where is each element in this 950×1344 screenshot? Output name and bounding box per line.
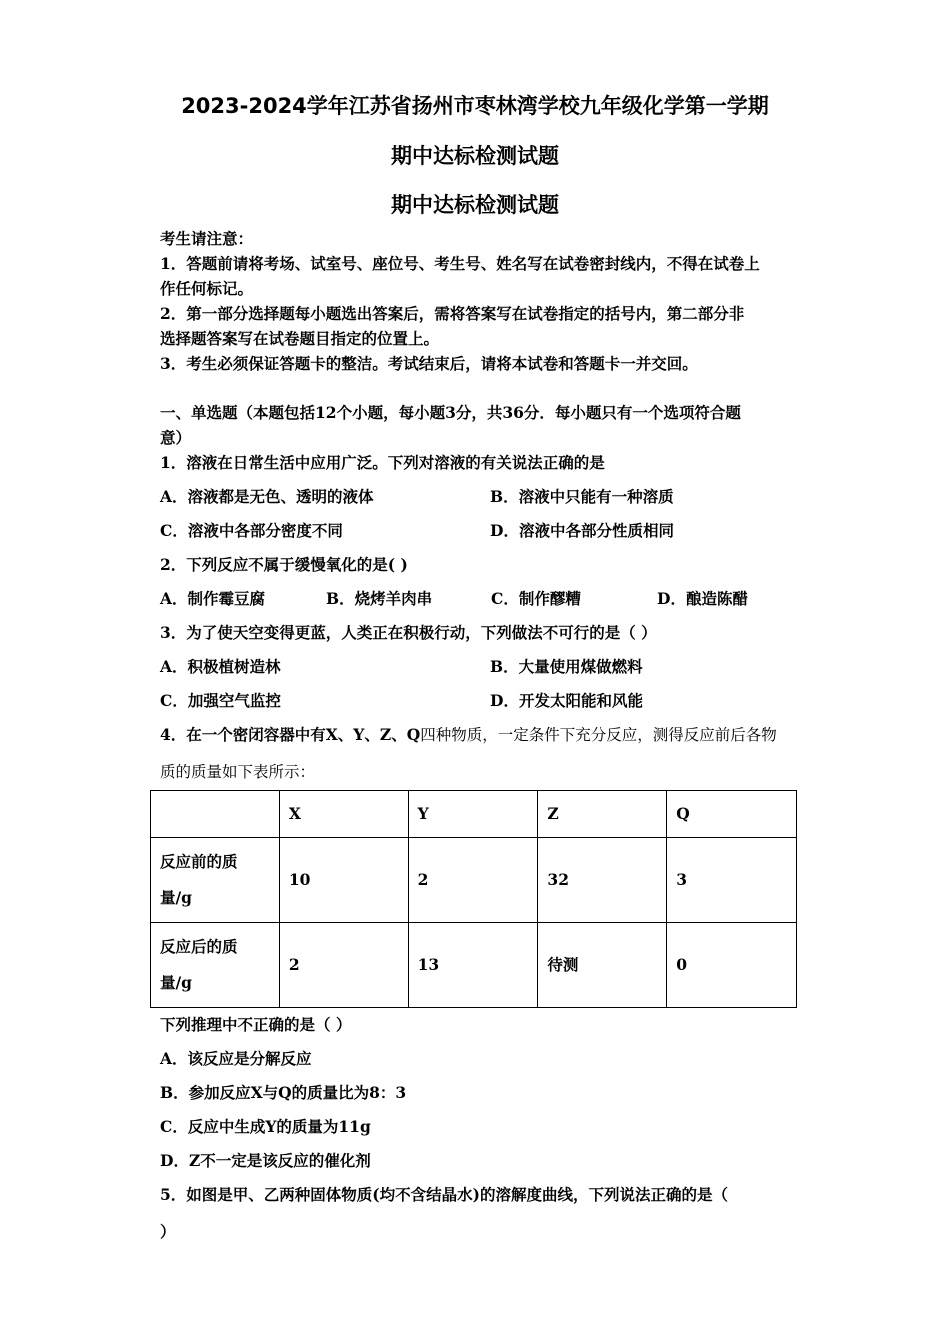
- table-header-row: [151, 791, 797, 838]
- row-label-before: [151, 838, 280, 923]
- q3-option-d: D．开发太阳能和风能: [490, 691, 643, 710]
- table-cell: 10: [279, 838, 408, 923]
- q1-option-d: D．溶液中各部分性质相同: [490, 521, 674, 540]
- q4-stem-bold: 4．在一个密闭容器中有X、Y、Z、Q: [160, 725, 421, 744]
- table-cell: 32: [538, 838, 667, 923]
- notice-heading: 考生请注意：: [160, 229, 254, 248]
- q4-option-a: A．该反应是分解反应: [160, 1049, 312, 1068]
- section-heading-a: 一、单选题（本题包括12个小题，每小题3分，共36分．每小题只有一个选项符合题: [160, 403, 741, 422]
- q4-stem-line-2: 质的质量如下表所示：: [160, 763, 316, 781]
- row-label-text: 反应前的质: [160, 852, 238, 871]
- q4-option-d: D．Z不一定是该反应的催化剂: [160, 1151, 371, 1170]
- notice-item-2b: 选择题答案写在试卷题目指定的位置上。: [160, 329, 440, 348]
- q1-option-b: B．溶液中只能有一种溶质: [490, 487, 674, 506]
- table-header-cell: Z: [538, 791, 667, 838]
- table-header-cell: Q: [667, 791, 797, 838]
- q4-stem: [160, 723, 777, 745]
- q5-stem: 5．如图是甲、乙两种固体物质(均不含结晶水)的溶解度曲线，下列说法正确的是（: [160, 1185, 728, 1204]
- table-header-cell: [151, 791, 280, 838]
- q3-option-c: C．加强空气监控: [160, 691, 281, 710]
- table-cell: 0: [667, 923, 797, 1008]
- q3-option-a: A．积极植树造林: [160, 657, 281, 676]
- row-label-unit: 量/g: [160, 888, 192, 907]
- title-line-2: 期中达标检测试题: [391, 144, 559, 168]
- q5-stem-end: ）: [160, 1222, 176, 1241]
- notice-item-1a: 1．答题前请将考场、试室号、座位号、考生号、姓名写在试卷密封线内，不得在试卷上: [160, 254, 760, 273]
- q4-stem-rest: 四种物质，一定条件下充分反应，测得反应前后各物: [420, 726, 777, 744]
- q3-option-b: B．大量使用煤做燃料: [490, 657, 643, 676]
- q1-stem: 1．溶液在日常生活中应用广泛。下列对溶液的有关说法正确的是: [160, 453, 605, 472]
- q1-option-c: C．溶液中各部分密度不同: [160, 521, 343, 540]
- q4-question: 下列推理中不正确的是（ ）: [160, 1015, 352, 1034]
- table-cell: 2: [279, 923, 408, 1008]
- q4-option-c: C．反应中生成Y的质量为11g: [160, 1117, 371, 1136]
- row-label-after: [151, 923, 280, 1008]
- q2-option-d: D．酿造陈醋: [657, 589, 748, 608]
- title-line-3: 期中达标检测试题: [391, 193, 559, 217]
- q2-option-a: A．制作霉豆腐: [160, 589, 266, 608]
- table-header-cell: X: [279, 791, 408, 838]
- q2-option-c: C．制作醪糟: [491, 589, 581, 608]
- row-label-text: 反应后的质: [160, 937, 238, 956]
- q2-option-b: B．烧烤羊肉串: [326, 589, 433, 608]
- row-label-unit: 量/g: [160, 973, 192, 992]
- notice-item-3: 3．考生必须保证答题卡的整洁。考试结束后，请将本试卷和答题卡一并交回。: [160, 354, 698, 373]
- table-cell: 13: [408, 923, 538, 1008]
- notice-item-2a: 2．第一部分选择题每小题选出答案后，需将答案写在试卷指定的括号内，第二部分非: [160, 304, 745, 323]
- table-cell: 2: [408, 838, 538, 923]
- q3-stem: 3．为了使天空变得更蓝，人类正在积极行动，下列做法不可行的是（ ）: [160, 623, 657, 642]
- table-row-before: [151, 838, 797, 923]
- title-line-1: 2023-2024学年江苏省扬州市枣林湾学校九年级化学第一学期: [181, 94, 769, 118]
- q1-option-a: A．溶液都是无色、透明的液体: [160, 487, 374, 506]
- q2-stem: 2．下列反应不属于缓慢氧化的是( ): [160, 555, 408, 574]
- q4-mass-table: [150, 790, 797, 1008]
- section-heading-b: 意）: [160, 428, 192, 447]
- table-header-cell: Y: [408, 791, 538, 838]
- notice-item-1b: 作任何标记。: [160, 279, 254, 298]
- table-cell: 待测: [538, 923, 667, 1008]
- table-cell: 3: [667, 838, 797, 923]
- table-row-after: [151, 923, 797, 1008]
- q4-option-b: B．参加反应X与Q的质量比为8：3: [160, 1083, 407, 1102]
